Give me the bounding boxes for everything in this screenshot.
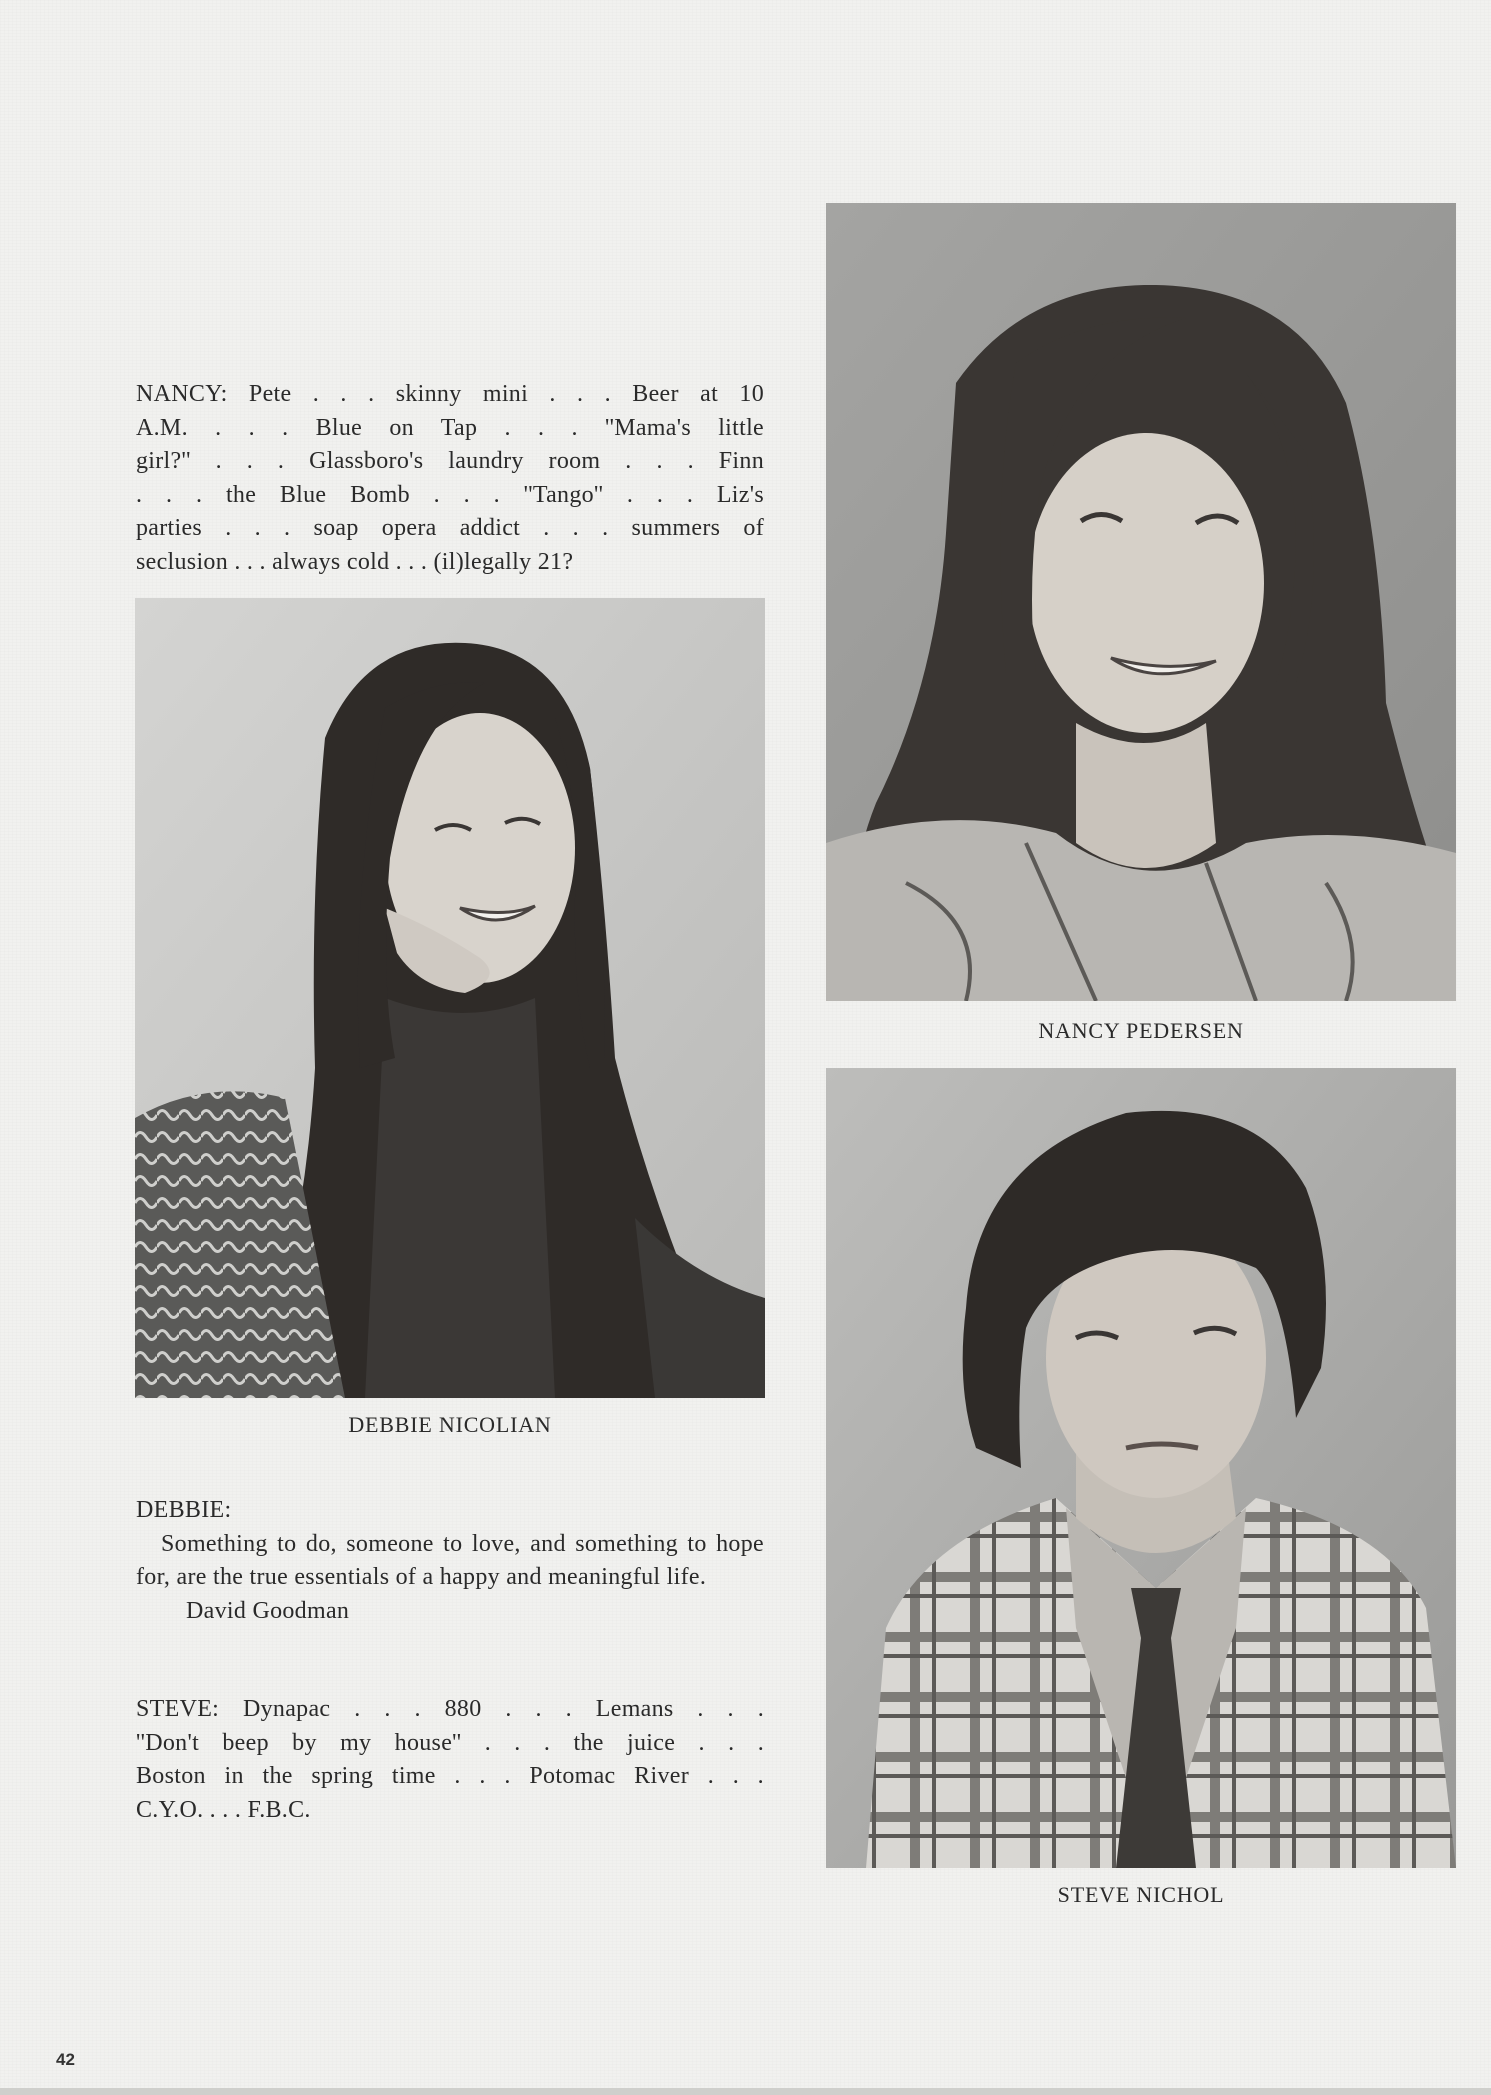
quote-heading: DEBBIE: (136, 1497, 232, 1523)
caption-line: . . . the Blue Bomb . . . ''Tango'' . . . Liz's (136, 481, 764, 508)
caption-line: girl?'' . . . Glassboro's laundry room . . . Finn (136, 448, 764, 474)
steve-name-label: STEVE NICHOL (1057, 1882, 1225, 1907)
quote-text: Something to do, someone to love, and something to hope for, are the true essentials of a happy and meaningful life. (136, 1530, 764, 1590)
caption-line: parties . . . soap opera addict . . . summers of (136, 515, 764, 541)
quote-author: David Goodman (186, 1597, 350, 1624)
caption-line: seclusion . . . always cold . . . (il)legally 21? (136, 548, 574, 575)
debbie-name-label: DEBBIE NICOLIAN (348, 1412, 552, 1437)
nancy-portrait-photo (826, 203, 1456, 1001)
steve-caption (136, 1693, 764, 1827)
caption-line: Boston in the spring time . . . Potomac River . . . (136, 1763, 764, 1789)
caption-line: A.M. . . . Blue on Tap . . . ''Mama's little (136, 414, 764, 441)
caption-line: C.Y.O. . . . F.B.C. (136, 1796, 311, 1823)
caption-line: STEVE: Dynapac . . . 880 . . . Lemans . . . (136, 1696, 764, 1722)
nancy-caption (136, 378, 764, 579)
page-bottom-edge (0, 2088, 1491, 2095)
debbie-portrait-photo (135, 598, 765, 1398)
page-number: 42 (56, 2050, 75, 2069)
steve-portrait-photo (826, 1068, 1456, 1868)
nancy-name-label: NANCY PEDERSEN (1038, 1018, 1244, 1043)
debbie-quote (136, 1494, 764, 1628)
caption-line: NANCY: Pete . . . skinny mini . . . Beer at 10 (136, 381, 764, 407)
caption-line: ''Don't beep by my house'' . . . the juice . . . (136, 1729, 764, 1756)
